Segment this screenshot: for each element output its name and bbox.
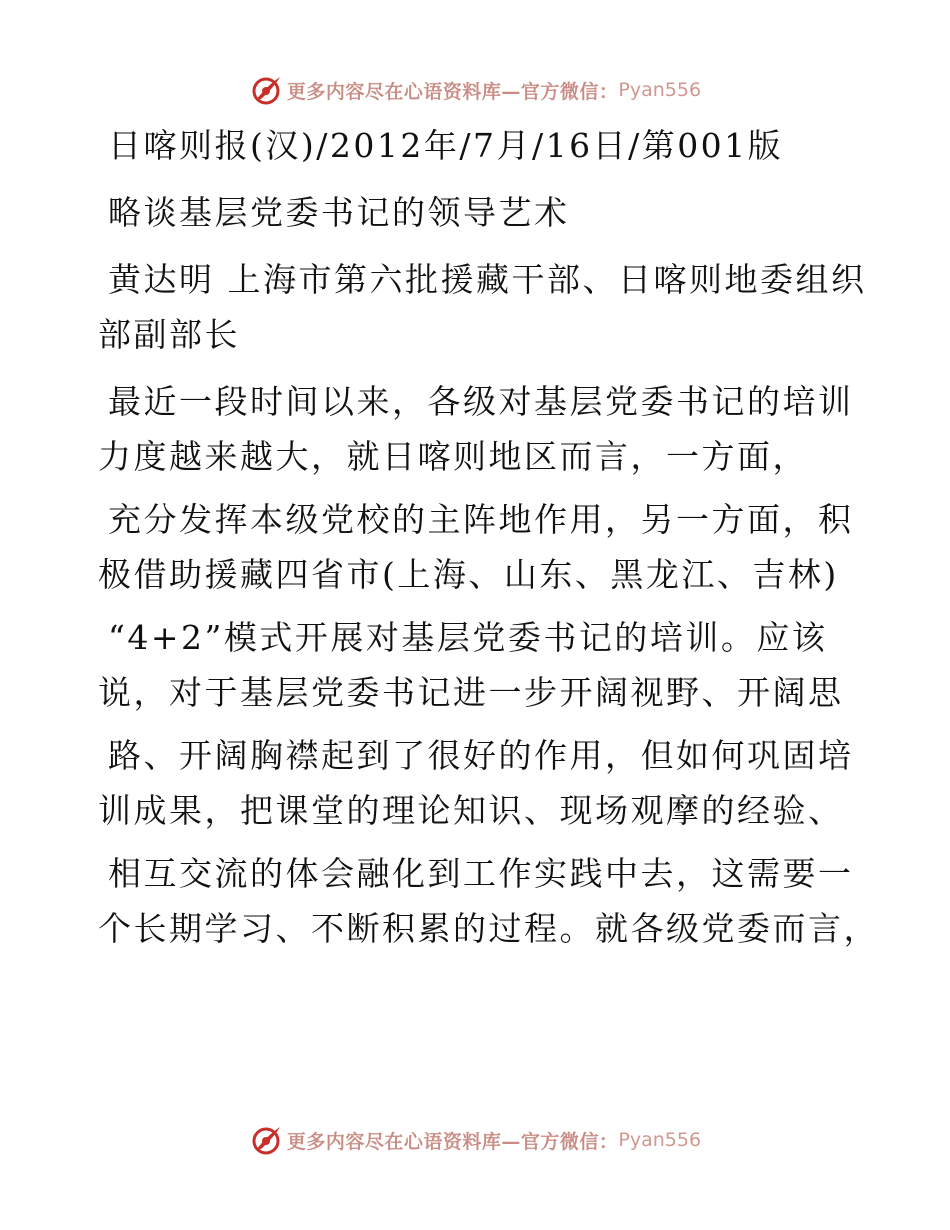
paragraph-line: 相互交流的体会融化到工作实践中去，这需要一 xyxy=(108,854,854,893)
watermark-wechat-id: Pyan556 xyxy=(618,79,702,101)
paragraph-line: 充分发挥本级党校的主阵地作用，另一方面，积 xyxy=(108,500,854,539)
paragraph-line: 力度越来越大，就日喀则地区而言，一方面， xyxy=(98,437,808,476)
watermark-text: 更多内容尽在心语资料库—官方微信： xyxy=(286,1130,619,1153)
paragraph-line: 训成果，把课堂的理论知识、现场观摩的经验、 xyxy=(98,791,844,830)
paragraph-line: 最近一段时间以来，各级对基层党委书记的培训 xyxy=(108,382,854,421)
quill-swirl-icon xyxy=(249,73,283,107)
watermark-banner-bottom xyxy=(0,1120,950,1160)
quill-swirl-icon xyxy=(249,1123,283,1157)
author-line-continued: 部副部长 xyxy=(98,315,240,354)
watermark-banner-top xyxy=(0,70,950,110)
paragraph-line: 极借助援藏四省市(上海、山东、黑龙江、吉林) xyxy=(98,555,839,594)
watermark-text: 更多内容尽在心语资料库—官方微信： xyxy=(286,80,619,103)
paragraph-line: 路、开阔胸襟起到了很好的作用，但如何巩固培 xyxy=(108,736,854,775)
paragraph-line: 个长期学习、不断积累的过程。就各级党委而言， xyxy=(98,909,879,948)
article-title: 略谈基层党委书记的领导艺术 xyxy=(108,193,570,232)
watermark-wechat-id: Pyan556 xyxy=(618,1129,702,1151)
author-line: 黄达明 上海市第六批援藏干部、日喀则地委组织 xyxy=(108,260,867,299)
source-line: 日喀则报(汉)/2012年/7月/16日/第001版 xyxy=(108,126,784,165)
article-body xyxy=(98,118,879,956)
paragraph-line: “4+2”模式开展对基层党委书记的培训。应该 xyxy=(108,618,828,657)
paragraph-line: 说，对于基层党委书记进一步开阔视野、开阔思 xyxy=(98,673,844,712)
